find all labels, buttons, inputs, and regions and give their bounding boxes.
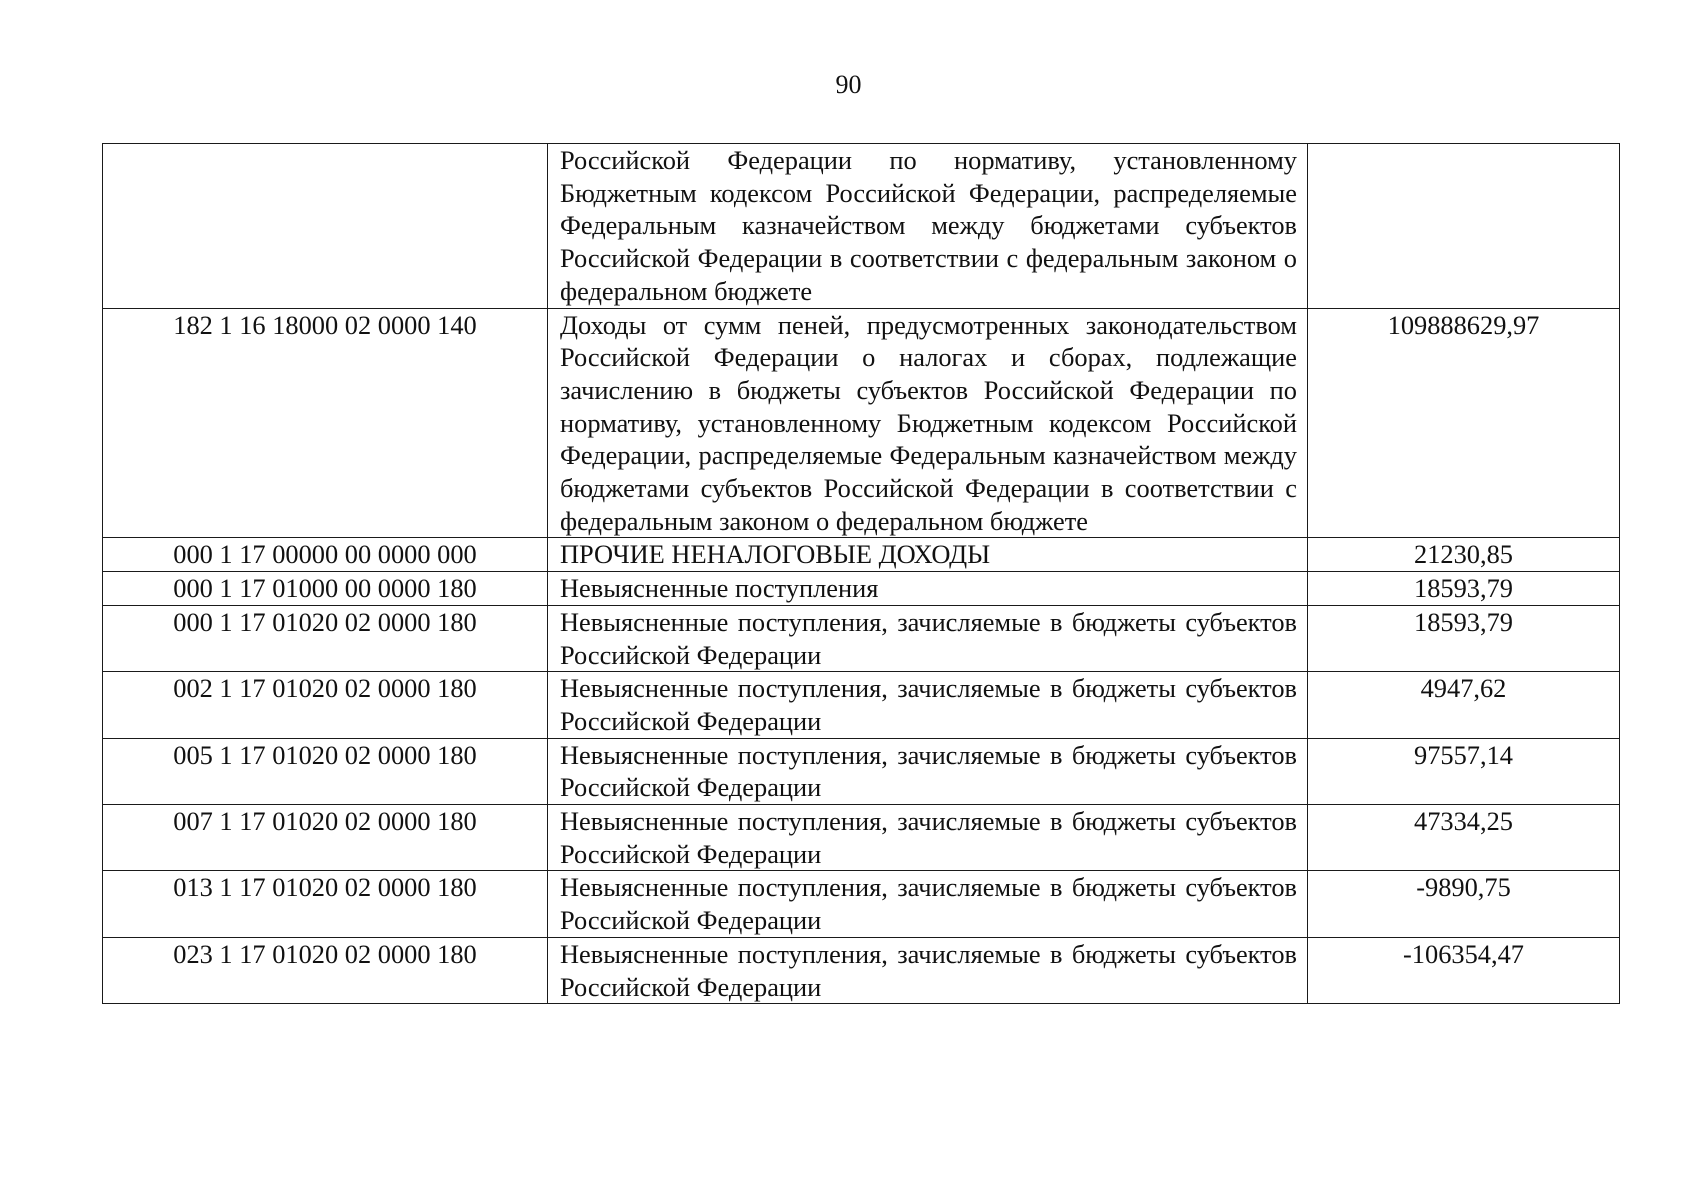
budget-code-cell: 023 1 17 01020 02 0000 180 [103,937,548,1003]
income-name-cell: Российской Федерации по нормативу, установленному Бюджетным кодексом Российской Федерации, распределяемые Федеральным казначейством между бюджетами субъектов Российской Федерации в соответствии с федеральным законом о федеральном бюджете [548,144,1308,309]
table-row [103,572,1620,606]
amount-cell: 18593,79 [1308,572,1620,606]
income-name-cell: Невыясненные поступления, зачисляемые в бюджеты субъектов Российской Федерации [548,805,1308,871]
table-row [103,937,1620,1003]
revenue-table [102,143,1620,1004]
budget-code-cell: 013 1 17 01020 02 0000 180 [103,871,548,937]
budget-code-cell: 002 1 17 01020 02 0000 180 [103,672,548,738]
budget-code-cell [103,144,548,309]
budget-code-cell: 000 1 17 01000 00 0000 180 [103,572,548,606]
budget-code-cell: 000 1 17 00000 00 0000 000 [103,538,548,572]
income-name-cell: Невыясненные поступления, зачисляемые в бюджеты субъектов Российской Федерации [548,937,1308,1003]
table-row [103,308,1620,538]
amount-cell: 4947,62 [1308,672,1620,738]
table-row [103,538,1620,572]
income-name-cell: ПРОЧИЕ НЕНАЛОГОВЫЕ ДОХОДЫ [548,538,1308,572]
budget-code-cell: 007 1 17 01020 02 0000 180 [103,805,548,871]
income-name-cell: Невыясненные поступления, зачисляемые в бюджеты субъектов Российской Федерации [548,605,1308,671]
table-row [103,672,1620,738]
amount-cell: 47334,25 [1308,805,1620,871]
income-name-cell: Невыясненные поступления [548,572,1308,606]
amount-cell: 97557,14 [1308,738,1620,804]
budget-code-cell: 000 1 17 01020 02 0000 180 [103,605,548,671]
page-number: 90 [835,70,862,99]
table-row [103,605,1620,671]
table-row [103,871,1620,937]
table-row [103,805,1620,871]
amount-cell: 109888629,97 [1308,308,1620,538]
budget-code-cell: 005 1 17 01020 02 0000 180 [103,738,548,804]
income-name-cell: Невыясненные поступления, зачисляемые в бюджеты субъектов Российской Федерации [548,738,1308,804]
amount-cell [1308,144,1620,309]
income-name-cell: Невыясненные поступления, зачисляемые в бюджеты субъектов Российской Федерации [548,672,1308,738]
income-name-cell: Невыясненные поступления, зачисляемые в бюджеты субъектов Российской Федерации [548,871,1308,937]
table-row [103,738,1620,804]
budget-code-cell: 182 1 16 18000 02 0000 140 [103,308,548,538]
table-row [103,144,1620,309]
amount-cell: 21230,85 [1308,538,1620,572]
amount-cell: 18593,79 [1308,605,1620,671]
amount-cell: -9890,75 [1308,871,1620,937]
amount-cell: -106354,47 [1308,937,1620,1003]
income-name-cell: Доходы от сумм пеней, предусмотренных законодательством Российской Федерации о налогах и сборах, подлежащие зачислению в бюджеты субъектов Российской Федерации по нормативу, установленному Бюджетным кодексом Российской Федерации, распределяемые Федеральным казначейством между бюджетами субъектов Российской Федерации в соответствии с федеральным законом о федеральном бюджете [548,308,1308,538]
